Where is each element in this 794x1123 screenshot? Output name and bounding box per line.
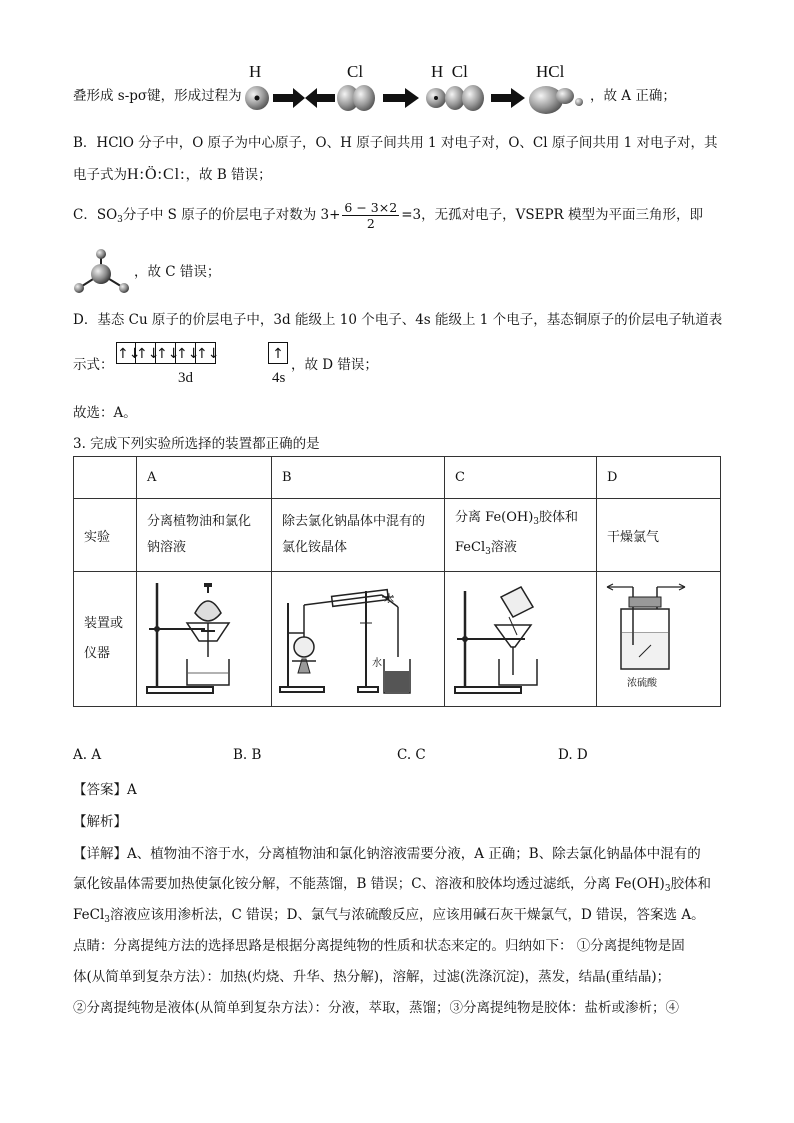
detail-3b: 溶液应该用渗析法，C 错误；D、氯气与浓硫酸反应，应该用碱石灰干燥氯气，D 错误，答案选 A。 bbox=[110, 907, 705, 923]
cell-c-sub: 3 bbox=[533, 517, 540, 527]
cell-c-experiment bbox=[445, 499, 597, 572]
hclo-electron-formula: H:Ö:Cl: bbox=[127, 166, 186, 183]
option-d-prefix: 示式： bbox=[73, 357, 114, 373]
orbital-box: ↑↓ bbox=[136, 342, 156, 364]
option-b-prefix: 电子式为 bbox=[73, 167, 127, 183]
pair-fraction bbox=[342, 200, 399, 231]
acid-label: 浓硫酸 bbox=[627, 678, 657, 689]
detail-2b: 胶体和 bbox=[670, 876, 712, 892]
choice-a: A. A bbox=[73, 747, 102, 763]
detail-2a: 氯化铵晶体需要加热使氯化铵分解，不能蒸馏，B 错误；C、溶液和胶体均透过滤纸，分离 Fe(OH) bbox=[73, 876, 665, 892]
distillation-apparatus bbox=[272, 575, 444, 700]
cell-c-part1: 分离 Fe(OH) bbox=[455, 510, 534, 525]
table-header-d: D bbox=[597, 457, 721, 499]
option-d-line1: D．基态 Cu 原子的价层电子中，3d 能级上 10 个电子、4s 能级上 1 个电子，基态铜原子的价层电子轨道表 bbox=[73, 312, 723, 328]
water-label-1: 水 bbox=[384, 594, 394, 605]
table-header-b: B bbox=[272, 457, 445, 499]
option-c-suffix: =3，无孤对电子，VSEPR 模型为平面三角形，即 bbox=[401, 207, 703, 223]
orbital-box: ↑ bbox=[268, 342, 288, 364]
orbital-box: ↑↓ bbox=[176, 342, 196, 364]
cell-c-part3: FeCl bbox=[455, 540, 486, 555]
so3-prefix: C．SO bbox=[73, 207, 118, 223]
detail-line-3 bbox=[73, 903, 705, 925]
overlap-text: 叠形成 s-pσ键，形成过程为 bbox=[73, 88, 242, 104]
choice-d: D. D bbox=[558, 747, 588, 763]
choice-c: C. C bbox=[397, 747, 426, 763]
option-b-line2 bbox=[73, 163, 272, 184]
cell-c-sub2: 3 bbox=[485, 547, 491, 557]
label-cl: Cl bbox=[347, 62, 364, 81]
option-c-line1 bbox=[73, 200, 703, 231]
conclusion: 故选：A。 bbox=[73, 405, 137, 421]
cell-d-apparatus bbox=[597, 572, 721, 707]
detail-3-sub: 3 bbox=[104, 915, 110, 925]
label-3d: 3d bbox=[178, 370, 193, 386]
option-c-line2: ，故 C 错误； bbox=[134, 264, 221, 280]
orbital-overlap-diagram bbox=[243, 80, 588, 116]
overlap-suffix: ，故 A 正确； bbox=[590, 88, 676, 104]
cell-c-part2: 胶体和 bbox=[539, 510, 579, 525]
option-d-suffix: ，故 D 错误； bbox=[291, 357, 378, 373]
detail-line-6: ②分离提纯物是液体(从简单到复杂方法）：分液，萃取，蒸馏；③分离提纯物是胶体：盐析或渗析；④ bbox=[73, 1000, 680, 1016]
detail-2-sub: 3 bbox=[664, 884, 671, 894]
row-label-experiment: 实验 bbox=[74, 499, 137, 572]
label-4s: 4s bbox=[272, 370, 286, 386]
detail-3a: FeCl bbox=[73, 907, 105, 923]
cell-a-experiment: 分离植物油和氯化钠溶液 bbox=[137, 499, 272, 572]
orbital-box: ↑↓ bbox=[116, 342, 136, 364]
experiment-table bbox=[73, 456, 721, 707]
answer: 【答案】A bbox=[73, 782, 137, 798]
detail-line-1: 【详解】A、植物油不溶于水，分离植物油和氯化钠溶液需要分液，A 正确；B、除去氯化钠晶体中混有的 bbox=[73, 846, 701, 862]
cell-c-apparatus bbox=[445, 572, 597, 707]
trigonal-planar-model bbox=[70, 248, 132, 296]
analysis-title: 【解析】 bbox=[73, 814, 127, 830]
table-header-blank bbox=[74, 457, 137, 499]
table-header-a: A bbox=[137, 457, 272, 499]
choice-b: B. B bbox=[233, 747, 262, 763]
cell-a-apparatus bbox=[137, 572, 272, 707]
detail-line-5: 体(从简单到复杂方法）：加热(灼烧、升华、热分解)，溶解，过滤(洗涤沉淀)，蒸发，结晶(重结晶)； bbox=[73, 969, 671, 985]
label-hcl: HCl bbox=[536, 62, 565, 81]
question-3: 3. 完成下列实验所选择的装置都正确的是 bbox=[73, 436, 320, 452]
filtration-apparatus bbox=[445, 575, 595, 700]
cell-c-part4: 溶液 bbox=[490, 540, 517, 555]
option-c-mid: 分子中 S 原子的价层电子对数为 3+ bbox=[122, 207, 341, 223]
detail-line-4: 点睛：分离提纯方法的选择思路是根据分离提纯物的性质和状态来定的。归纳如下： ①分离提纯物是固 bbox=[73, 938, 685, 954]
cell-d-experiment: 干燥氯气 bbox=[597, 499, 721, 572]
option-b-line1: B．HClO 分子中，O 原子为中心原子，O、H 原子间共用 1 对电子对，O、Cl 原子间共用 1 对电子对，其 bbox=[73, 135, 718, 151]
label-h: H bbox=[249, 62, 262, 81]
label-h-cl: H Cl bbox=[431, 62, 468, 81]
orbital-3d-boxes bbox=[116, 342, 220, 364]
cell-b-experiment: 除去氯化钠晶体中混有的氯化铵晶体 bbox=[272, 499, 445, 572]
cell-b-apparatus bbox=[272, 572, 445, 707]
fraction-numerator: 6 − 3×2 bbox=[344, 200, 398, 215]
orbital-4s-box bbox=[268, 342, 288, 364]
so3-sub: 3 bbox=[117, 215, 123, 225]
orbital-box: ↑↓ bbox=[156, 342, 176, 364]
water-label-2: 水 bbox=[372, 658, 382, 669]
orbital-box: ↑↓ bbox=[196, 342, 216, 364]
fraction-denominator: 2 bbox=[366, 216, 375, 231]
option-b-suffix: ，故 B 错误； bbox=[185, 167, 272, 183]
table-header-c: C bbox=[445, 457, 597, 499]
row-label-apparatus: 装置或仪器 bbox=[74, 572, 137, 707]
gas-washing-bottle bbox=[597, 575, 719, 700]
detail-line-2 bbox=[73, 872, 711, 894]
separatory-funnel-apparatus bbox=[137, 575, 267, 700]
overlap-line bbox=[73, 84, 242, 104]
